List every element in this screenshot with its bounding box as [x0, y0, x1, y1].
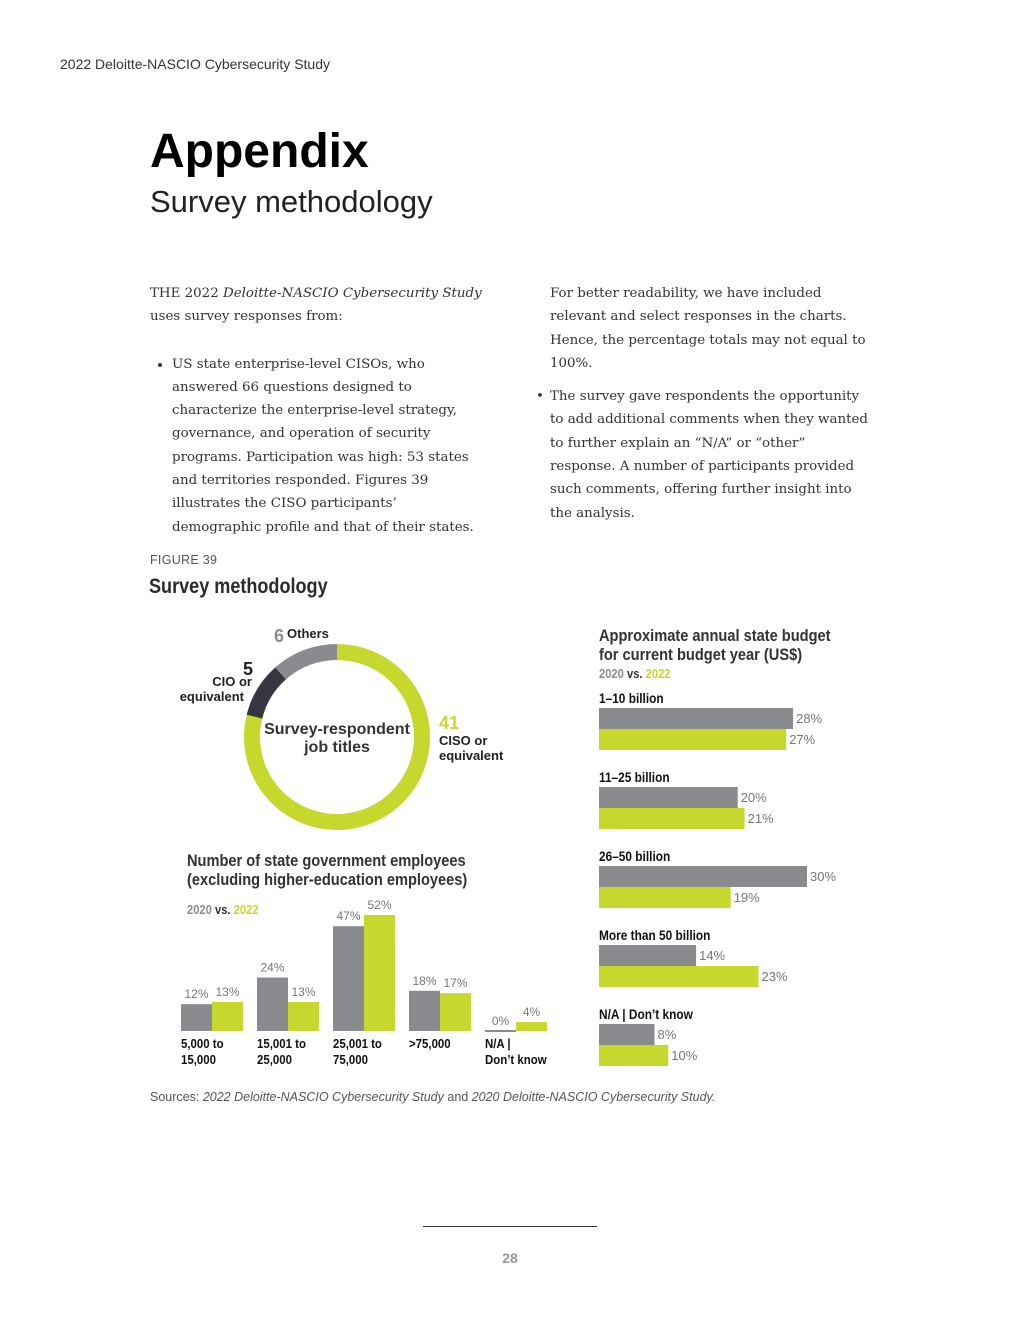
- legend-2022: 2022: [645, 666, 671, 681]
- right-bullet: [536, 385, 872, 525]
- right-bullet-text: The survey gave respondents the opportunity to add additional comments when they wanted to further explain an “N/A” or “other” response. A number of participants provided such comments, offering further insight into the analysis.: [550, 389, 868, 521]
- budget-bar-2020: [599, 1024, 655, 1045]
- employees-category-label: 15,000: [181, 1052, 216, 1068]
- intro-prefix: THE 2022: [150, 286, 223, 301]
- employees-title-line-2: (excluding higher-education employees): [187, 870, 468, 889]
- job-titles-donut-chart: [160, 615, 530, 845]
- budget-title-line-2: for current budget year (US$): [599, 645, 803, 664]
- donut-center-line-2: job titles: [304, 739, 370, 756]
- ciso-label-line-1: CISO or: [439, 733, 488, 748]
- budget-bar-2022: [599, 808, 745, 829]
- employees-bar-2022: [516, 1022, 547, 1031]
- right-column: [536, 282, 872, 525]
- intro-study-name: Deloitte-NASCIO Cybersecurity Study: [222, 286, 482, 301]
- employees-bar-label: 17%: [443, 976, 468, 991]
- left-bullet: • US state enterprise-level CISOs, who answered 66 questions designed to characterize the enterprise-level strategy, governance, and operation of security programs. Participation was high: 53 states and territories responded. Figures 39 illustrates the CISO participants’ demographic profile and that of their states.: [172, 353, 485, 539]
- employees-bar-label: 13%: [215, 985, 240, 999]
- sources-and: and: [443, 1090, 472, 1104]
- legend-2020: 2020: [187, 902, 212, 917]
- footer-rule: [423, 1226, 597, 1227]
- employees-bar-label: 18%: [412, 973, 437, 988]
- budget-category-label: 11–25 billion: [599, 769, 670, 786]
- intro-paragraph: [150, 282, 485, 329]
- budget-chart-title: [599, 626, 831, 664]
- source-2022: 2022 Deloitte-NASCIO Cybersecurity Study: [202, 1090, 444, 1104]
- budget-bar-2022: [599, 887, 731, 908]
- budget-bar-label: 19%: [733, 890, 760, 905]
- budget-bar-2020: [599, 787, 738, 808]
- budget-bar-2022: [599, 966, 759, 987]
- employees-category-label: 5,000 to: [181, 1036, 224, 1052]
- legend-2022: 2022: [233, 902, 259, 917]
- employees-bar-2022: [212, 1002, 243, 1031]
- employees-chart-title: [187, 851, 467, 889]
- budget-category-label: 26–50 billion: [599, 848, 671, 865]
- budget-bar-label: 30%: [810, 869, 837, 884]
- page-title: Appendix: [150, 125, 369, 178]
- left-bullet-list: [150, 353, 485, 539]
- employees-category-label: N/A |: [485, 1036, 511, 1052]
- budget-bar-2022: [599, 729, 786, 750]
- employees-category-label: 25,001 to: [333, 1036, 382, 1052]
- budget-bar-label: 27%: [789, 732, 816, 747]
- employees-bar-2020: [257, 978, 288, 1032]
- readability-paragraph: For better readability, we have included relevant and select responses in the charts. Hence, the percentage totals may not equal to 100%.: [550, 286, 866, 371]
- budget-category-label: N/A | Don’t know: [599, 1006, 693, 1023]
- employees-bar-label: 52%: [367, 898, 392, 912]
- legend-2020: 2020: [599, 666, 624, 681]
- employees-bar-2020: [181, 1004, 212, 1031]
- employees-title-line-1: Number of state government employees: [187, 851, 466, 870]
- budget-bar-label: 14%: [699, 948, 726, 963]
- cio-value: 5: [242, 659, 253, 679]
- sources-prefix: Sources:: [150, 1090, 203, 1104]
- cio-label-line-1: CIO or: [212, 674, 252, 689]
- employees-bar-2020: [409, 991, 440, 1031]
- left-column: [150, 282, 485, 539]
- budget-title-line-1: Approximate annual state budget: [599, 626, 831, 645]
- donut-slice-others: [281, 652, 337, 673]
- legend-vs: vs.: [626, 666, 643, 681]
- source-2020: 2020 Deloitte-NASCIO Cybersecurity Study.: [471, 1090, 716, 1104]
- budget-bar-2020: [599, 945, 696, 966]
- employees-category-label: 75,000: [333, 1052, 368, 1068]
- budget-bar-2020: [599, 708, 793, 729]
- employees-bar-2020: [333, 926, 364, 1031]
- intro-suffix: uses survey responses from:: [150, 309, 343, 325]
- employees-category-label: Don’t know: [485, 1052, 547, 1068]
- budget-bar-label: 20%: [740, 790, 767, 805]
- donut-slice-cio-or-equivalent: [254, 673, 280, 716]
- employees-bar-label: 24%: [260, 960, 285, 975]
- donut-center-line-1: Survey-respondent: [264, 721, 410, 738]
- others-label: Others: [287, 626, 329, 641]
- employees-bar-label: 47%: [336, 909, 361, 924]
- employees-bar-label: 4%: [522, 1005, 541, 1020]
- budget-category-label: 1–10 billion: [599, 690, 664, 707]
- ciso-value: 41: [439, 713, 460, 733]
- employees-bar-2022: [288, 1002, 319, 1031]
- budget-bar-2020: [599, 866, 807, 887]
- running-head: 2022 Deloitte-NASCIO Cybersecurity Study: [60, 56, 330, 72]
- employees-bar-chart: [175, 890, 565, 1075]
- budget-bar-label: 28%: [796, 711, 823, 726]
- budget-bars: [599, 690, 836, 1066]
- employees-category-label: 25,000: [257, 1052, 292, 1068]
- budget-bar-label: 21%: [747, 811, 774, 826]
- employees-bar-label: 12%: [184, 987, 209, 1002]
- ciso-label-line-2: equivalent: [439, 748, 504, 763]
- cio-label-line-2: equivalent: [179, 689, 244, 704]
- employees-bar-2022: [440, 993, 471, 1031]
- budget-legend: [599, 666, 671, 681]
- employees-bar-label: 13%: [291, 985, 316, 999]
- legend-vs: vs.: [214, 902, 231, 917]
- employees-category-label: 15,001 to: [257, 1036, 306, 1052]
- budget-bar-label: 8%: [657, 1027, 677, 1042]
- figure-title: Survey methodology: [149, 575, 328, 598]
- figure-label: FIGURE 39: [150, 553, 218, 567]
- budget-category-label: More than 50 billion: [599, 927, 711, 944]
- budget-bar-label: 10%: [671, 1048, 698, 1063]
- others-value: 6: [274, 626, 285, 646]
- budget-bar-label: 23%: [761, 969, 788, 984]
- right-bullet-list: [536, 385, 872, 525]
- employees-bar-label: 0%: [491, 1014, 510, 1028]
- bullet-dot: •: [536, 389, 544, 405]
- page-number: 28: [502, 1250, 518, 1266]
- employees-bar-2022: [364, 915, 395, 1031]
- budget-bar-2022: [599, 1045, 668, 1066]
- budget-bar-chart: [595, 685, 885, 1070]
- sources-note: [150, 1090, 715, 1104]
- employees-category-label: >75,000: [409, 1036, 451, 1052]
- employees-bars: [181, 898, 547, 1067]
- page-subtitle: Survey methodology: [150, 184, 433, 219]
